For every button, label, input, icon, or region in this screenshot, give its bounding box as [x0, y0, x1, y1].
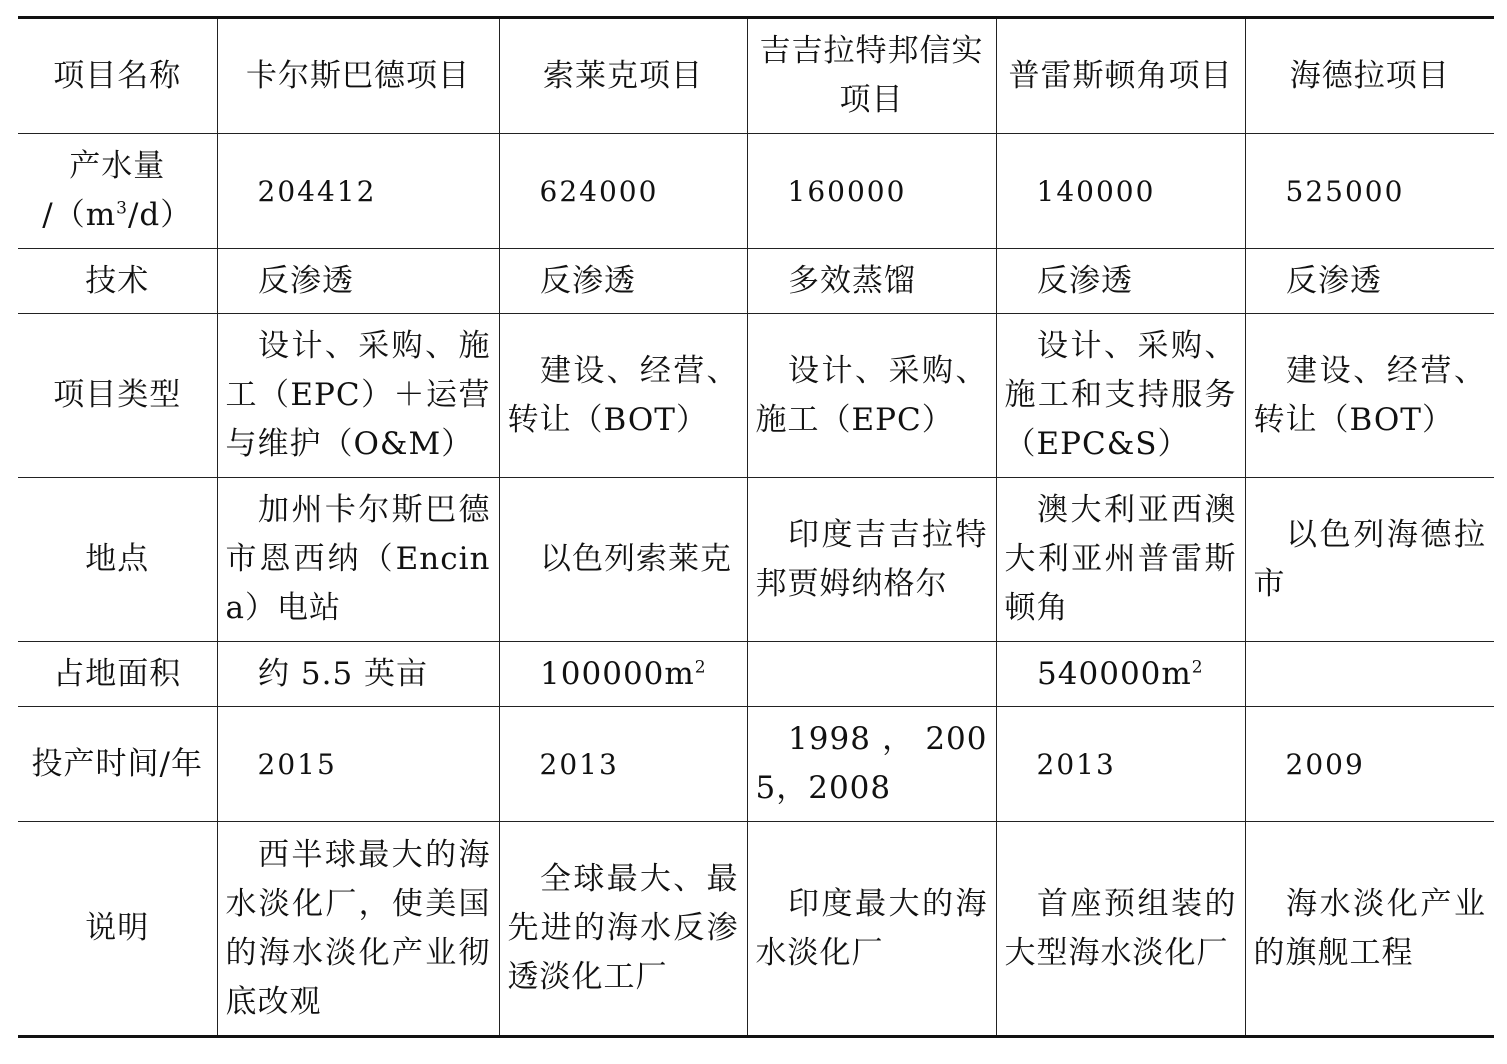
- header-cell-hadera: 海德拉项目: [1245, 18, 1494, 134]
- capacity-label-unit: $/(m^3/d)$: [42, 197, 193, 233]
- table-cell: 约 5.5 英亩: [217, 642, 499, 707]
- table-container: [18, 16, 1494, 1038]
- table-cell: 624000: [499, 134, 747, 249]
- table-cell: 2009: [1245, 707, 1494, 822]
- table-cell: [1245, 642, 1494, 707]
- table-cell: 印度最大的海水淡化厂: [747, 822, 996, 1037]
- desalination-projects-table: [18, 16, 1494, 1038]
- table-cell: 印度吉吉拉特邦贾姆纳格尔: [747, 478, 996, 642]
- table-cell: 反渗透: [1245, 249, 1494, 314]
- table-cell: 设计、采购、施工（EPC）: [747, 314, 996, 478]
- table-cell: [747, 642, 996, 707]
- table-cell: 以色列索莱克: [499, 478, 747, 642]
- row-label-commissioning-year: 投产时间/年: [18, 707, 217, 822]
- table-cell: 反渗透: [996, 249, 1245, 314]
- table-cell: 160000: [747, 134, 996, 249]
- table-cell: 以色列海德拉市: [1245, 478, 1494, 642]
- table-row-capacity: [18, 134, 1494, 249]
- header-cell-gujarat: 吉吉拉特邦信实项目: [747, 18, 996, 134]
- table-row-project-type: [18, 314, 1494, 478]
- table-cell: 反渗透: [217, 249, 499, 314]
- table-cell: 2013: [996, 707, 1245, 822]
- row-label-location: 地点: [18, 478, 217, 642]
- table-cell: 140000: [996, 134, 1245, 249]
- table-cell: 2015: [217, 707, 499, 822]
- table-cell: 建设、经营、转让（BOT）: [499, 314, 747, 478]
- table-row-area: [18, 642, 1494, 707]
- table-cell: 反渗透: [499, 249, 747, 314]
- row-label-capacity: [18, 134, 217, 249]
- table-cell: 全球最大、最先进的海水反渗透淡化工厂: [499, 822, 747, 1037]
- table-cell: 西半球最大的海水淡化厂，使美国的海水淡化产业彻底改观: [217, 822, 499, 1037]
- table-cell: $100000m^2$: [499, 642, 747, 707]
- header-cell-point-preston: 普雷斯顿角项目: [996, 18, 1245, 134]
- table-cell: 建设、经营、转让（BOT）: [1245, 314, 1494, 478]
- row-label-technology: 技术: [18, 249, 217, 314]
- table-cell: 1998，2005，2008: [747, 707, 996, 822]
- table-cell: $540000m^2$: [996, 642, 1245, 707]
- header-cell-carlsbad: 卡尔斯巴德项目: [217, 18, 499, 134]
- row-label-description: 说明: [18, 822, 217, 1037]
- header-row: [18, 18, 1494, 134]
- table-cell: 2013: [499, 707, 747, 822]
- table-cell: 设计、采购、施工和支持服务（EPC&S）: [996, 314, 1245, 478]
- header-cell-sorek: 索莱克项目: [499, 18, 747, 134]
- table-cell: 设计、采购、施工（EPC）＋运营与维护（O&M）: [217, 314, 499, 478]
- table-row-description: [18, 822, 1494, 1037]
- table-cell: 204412: [217, 134, 499, 249]
- table-cell: 澳大利亚西澳大利亚州普雷斯顿角: [996, 478, 1245, 642]
- capacity-label-main: 产水量: [69, 148, 166, 184]
- table-row-location: [18, 478, 1494, 642]
- row-label-project-type: 项目类型: [18, 314, 217, 478]
- table-cell: 525000: [1245, 134, 1494, 249]
- table-cell: 海水淡化产业的旗舰工程: [1245, 822, 1494, 1037]
- table-cell: 首座预组装的大型海水淡化厂: [996, 822, 1245, 1037]
- table-cell: 加州卡尔斯巴德市恩西纳（Encina）电站: [217, 478, 499, 642]
- table-row-commissioning-year: [18, 707, 1494, 822]
- header-cell-project-name: 项目名称: [18, 18, 217, 134]
- table-cell: 多效蒸馏: [747, 249, 996, 314]
- row-label-area: 占地面积: [18, 642, 217, 707]
- table-row-technology: [18, 249, 1494, 314]
